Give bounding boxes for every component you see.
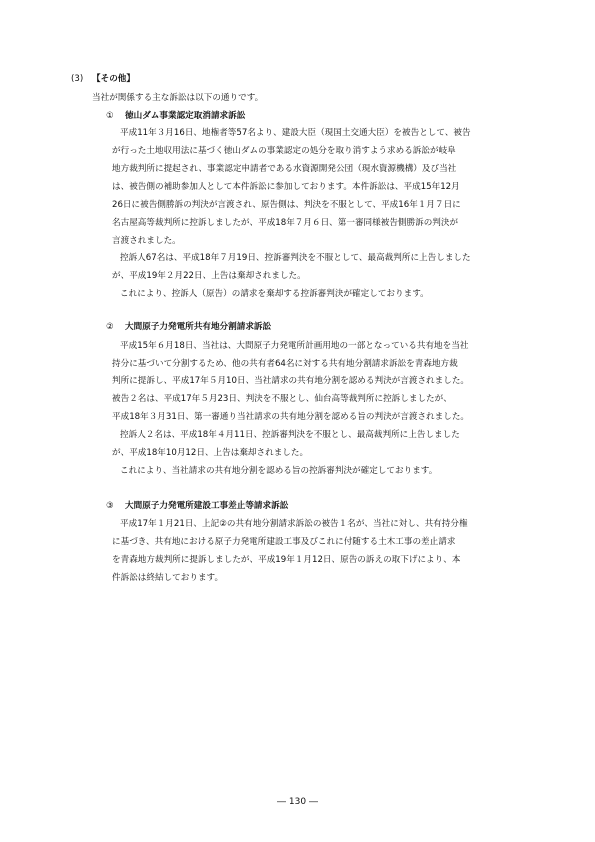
- case-3-line: を青森地方裁判所に提訴しましたが、平成19年１月12日、原告の訴えの取下げにより、本: [112, 555, 461, 565]
- section-number: (3): [71, 74, 84, 84]
- case-2-line: これにより、当社請求の共有地分割を認める旨の控訴審判決が確定しております。: [120, 466, 438, 476]
- case-1-line: これにより、控訴人（原告）の請求を棄却する控訴審判決が確定しております。: [120, 289, 429, 299]
- case-1-line: が、平成19年２月22日、上告は棄却されました。: [112, 271, 306, 281]
- case-3-line: に基づき、共有地における原子力発電所建設工事及びこれに付随する土木工事の差止請求: [112, 537, 456, 547]
- case-2-line: 控訴人２名は、平成18年４月11日、控訴審判決を不服とし、最高裁判所に上告しました: [120, 430, 460, 440]
- case-1-line: 控訴人67名は、平成18年７月19日、控訴審判決を不服として、最高裁判所に上告しました: [120, 253, 471, 263]
- case-1-line: は、被告側の補助参加人として本件訴訟に参加しております。本件訴訟は、平成15年12月: [112, 182, 460, 192]
- case-1-line: が行った土地収用法に基づく徳山ダムの事業認定の処分を取り消すよう求める訴訟が岐阜: [112, 146, 456, 156]
- case-2-line: 判所に提訴し、平成17年５月10日、当社請求の共有地分割を認める判決が言渡されました。: [112, 376, 470, 386]
- case-1-line: 26日に被告側勝訴の判決が言渡され、原告側は、判決を不服として、平成16年１月７日に: [112, 200, 461, 210]
- case-2-title: 大間原子力発電所共有地分割請求訴訟: [125, 322, 272, 332]
- case-1-line: 名古屋高等裁判所に控訴しましたが、平成18年７月６日、第一審同様被告側勝訴の判決が: [112, 218, 459, 228]
- case-2-number: ②: [106, 322, 114, 332]
- case-3-line: 件訴訟は終結しております。: [112, 573, 224, 583]
- case-2-line: 平成18年３月31日、第一審通り当社請求の共有地分割を認める旨の判決が言渡されました。: [112, 412, 470, 422]
- case-1-line: 言渡されました。: [112, 236, 181, 246]
- case-3-title: 大間原子力発電所建設工事差止等請求訴訟: [125, 501, 289, 511]
- case-1-number: ①: [106, 111, 114, 121]
- case-1-line: 平成11年３月16日、地権者等57名より、建設大臣（現国土交通大臣）を被告として、被告: [120, 128, 471, 138]
- case-2-line: 被告２名は、平成17年５月23日、判決を不服とし、仙台高等裁判所に控訴しましたが、: [112, 394, 452, 404]
- case-2-line: 平成15年６月18日、当社は、大間原子力発電所計画用地の一部となっている共有地を当社: [120, 341, 469, 351]
- section-intro: 当社が関係する主な訴訟は以下の通りです。: [92, 93, 264, 103]
- page-number: ― 130 ―: [277, 797, 318, 807]
- case-2-line: 持分に基づいて分割するため、他の共有者64名に対する共有地分割請求訴訟を青森地方裁: [112, 359, 458, 369]
- case-3-line: 平成17年１月21日、上記②の共有地分割請求訴訟の被告１名が、当社に対し、共有持分権: [120, 519, 468, 529]
- case-3-number: ③: [106, 501, 114, 511]
- case-2-line: が、平成18年10月12日、上告は棄却されました。: [112, 448, 309, 458]
- section-heading: 【その他】: [92, 74, 135, 84]
- case-1-title: 徳山ダム事業認定取消請求訴訟: [125, 111, 246, 121]
- case-1-line: 地方裁判所に提起され、事業認定申請者である水資源開発公団（現水資源機構）及び当社: [112, 164, 457, 174]
